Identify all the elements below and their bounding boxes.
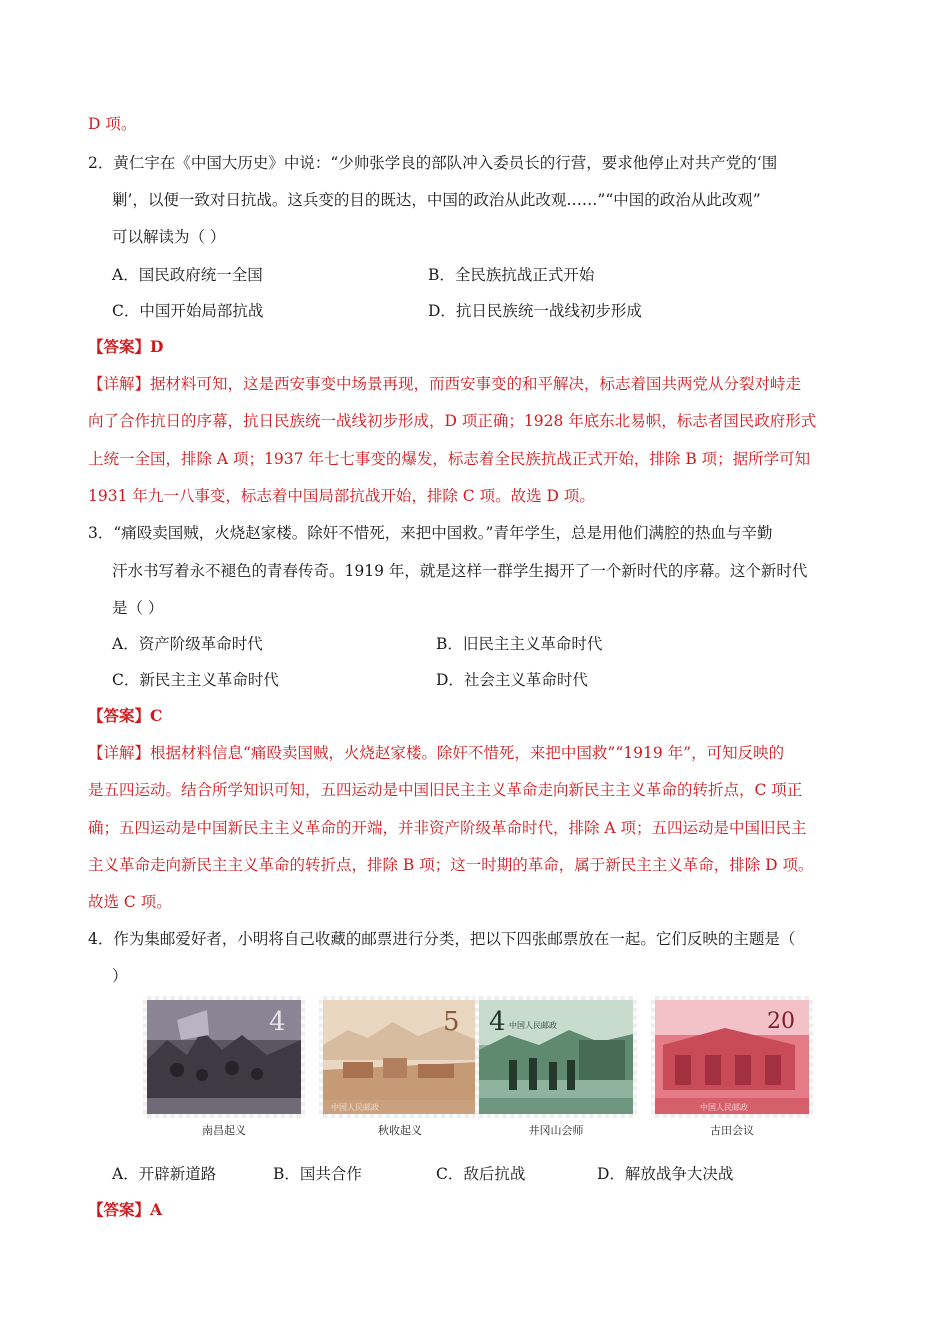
q2-stem-line-3: 可以解读为（ ） [112,228,226,246]
stamp-gutian-meeting [651,996,813,1118]
stamp-2-denomination: 5 [443,1007,460,1037]
stamp-jinggangshan-meeting [475,996,637,1118]
q3-option-b: B．旧民主主义革命时代 [436,635,603,653]
q2-stem-line-1: 2．黄仁宇在《中国大历史》中说：“少帅张学良的部队冲入委员长的行营，要求他停止对共产党的‘围 [88,154,778,172]
q2-stem-line-2: 剿’，以便一致对日抗战。这兵变的目的既达，中国的政治从此改观……”“中国的政治从此改观” [112,191,761,209]
q3-stem-line-3: 是（ ） [112,599,164,617]
q2-explanation-line-3: 上统一全国，排除 A 项；1937 年七七事变的爆发，标志着全民族抗战正式开始，排除 B 项；据所学可知 [88,450,811,468]
q3-explanation-line-1: 【详解】根据材料信息“痛殴卖国贼，火烧赵家楼。除奸不惜死，来把中国救”“1919 年”，可知反映的 [88,744,785,762]
q3-stem-line-1: 3．“痛殴卖国贼，火烧赵家楼。除奸不惜死，来把中国救。”青年学生，总是用他们满腔的热血与辛勤 [88,524,773,542]
stamp-caption-gutian: 古田会议 [710,1124,754,1137]
stamp-4-country: 中国人民邮政 [700,1103,748,1112]
q4-stem-line-2: ） [112,967,128,985]
q3-option-c: C．新民主主义革命时代 [112,671,279,689]
q2-answer: 【答案】D [88,337,164,356]
stamp-nanchang-uprising [143,996,305,1118]
q3-explanation-line-2: 是五四运动。结合所学知识可知，五四运动是中国旧民主主义革命走向新民主主义革命的转折点，C 项正 [88,781,803,799]
q4-option-d: D．解放战争大决战 [597,1165,734,1183]
q3-stem-line-2: 汗水书写着永不褪色的青春传奇。1919 年，就是这样一群学生揭开了一个新时代的序幕。这个新时代 [112,562,808,580]
stamp-caption-jinggangshan: 井冈山会师 [528,1124,584,1137]
stamp-2-country: 中国人民邮政 [331,1103,379,1112]
q3-explanation-line-5: 故选 C 项。 [88,893,172,911]
q3-answer: 【答案】C [88,706,163,725]
stamp-autumn-harvest-uprising [319,996,481,1118]
q2-option-c: C．中国开始局部抗战 [112,302,264,320]
q2-explanation-line-1: 【详解】据材料可知，这是西安事变中场景再现，而西安事变的和平解决，标志着国共两党从分裂对峙走 [88,375,802,393]
stamp-3-country: 中国人民邮政 [509,1021,557,1030]
q2-explanation-line-4: 1931 年九一八事变，标志着中国局部抗战开始，排除 C 项。故选 D 项。 [88,487,595,505]
stamp-3-denomination: 4 [489,1007,506,1037]
stamp-images [143,996,807,1136]
stamp-1-denomination: 4 [269,1007,286,1037]
q4-option-c: C．敌后抗战 [436,1165,526,1183]
stamp-caption-nanchang: 南昌起义 [202,1124,246,1137]
q2-option-a: A．国民政府统一全国 [112,266,263,284]
q4-stem-line-1: 4．作为集邮爱好者，小明将自己收藏的邮票进行分类，把以下四张邮票放在一起。它们反映的主题是（ [88,930,796,948]
q3-option-a: A．资产阶级革命时代 [112,635,263,653]
q2-option-d: D．抗日民族统一战线初步形成 [428,302,642,320]
q2-explanation-line-2: 向了合作抗日的序幕，抗日民族统一战线初步形成，D 项正确；1928 年底东北易帜，标志者国民政府形式 [88,412,817,430]
q3-option-d: D．社会主义革命时代 [436,671,588,689]
q4-option-a: A．开辟新道路 [112,1165,217,1183]
stamp-4-denomination: 20 [767,1009,795,1034]
q3-explanation-line-4: 主义革命走向新民主主义革命的转折点，排除 B 项；这一时期的革命，属于新民主主义革命，排除 D 项。 [88,856,814,874]
stamp-caption-autumn-harvest: 秋收起义 [378,1124,422,1137]
q4-answer: 【答案】A [88,1200,163,1219]
q3-explanation-line-3: 确；五四运动是中国新民主主义革命的开端，并非资产阶级革命时代，排除 A 项；五四运动是中国旧民主 [88,819,807,837]
prev-answer-tail: D 项。 [88,115,137,133]
q4-option-b: B．国共合作 [273,1165,362,1183]
q2-option-b: B．全民族抗战正式开始 [428,266,595,284]
